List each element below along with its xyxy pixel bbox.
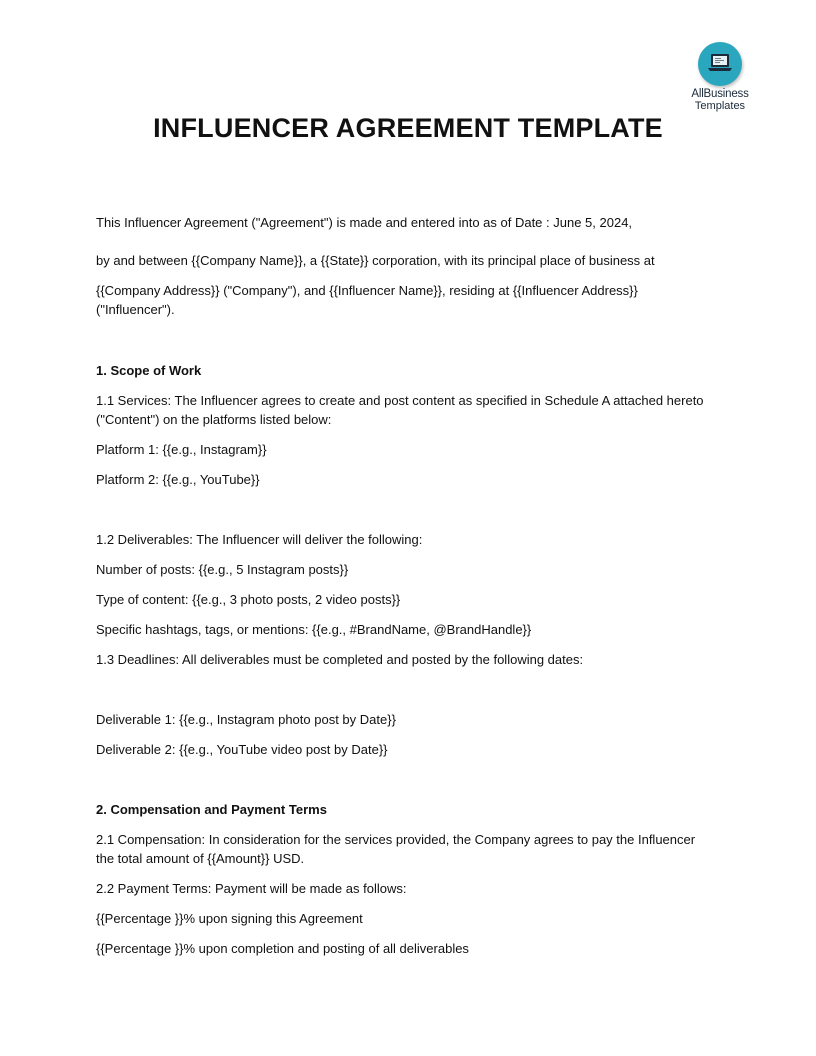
platform-2: Platform 2: {{e.g., YouTube}}: [96, 472, 260, 487]
section-2-heading: 2. Compensation and Payment Terms: [96, 802, 327, 817]
section-1-heading: 1. Scope of Work: [96, 363, 202, 378]
payment-terms-clause: 2.2 Payment Terms: Payment will be made as follows:: [96, 881, 407, 896]
deliverables-clause: 1.2 Deliverables: The Influencer will deliver the following:: [96, 532, 423, 547]
services-clause-line1: 1.1 Services: The Influencer agrees to create and post content as specified in Schedule A attached hereto: [96, 393, 704, 408]
deliverable-2: Deliverable 2: {{e.g., YouTube video post by Date}}: [96, 742, 388, 757]
platform-1: Platform 1: {{e.g., Instagram}}: [96, 442, 267, 457]
logo-text-line1: AllBusiness: [691, 88, 749, 100]
number-of-posts: Number of posts: {{e.g., 5 Instagram posts}}: [96, 562, 349, 577]
compensation-clause-line1: 2.1 Compensation: In consideration for the services provided, the Company agrees to pay the Influencer: [96, 832, 696, 847]
intro-paragraph-1: This Influencer Agreement ("Agreement") is made and entered into as of Date : June 5, 2024,: [96, 215, 633, 230]
payment-item-2: {{Percentage }}% upon completion and posting of all deliverables: [96, 941, 469, 956]
document-title: INFLUENCER AGREEMENT TEMPLATE: [153, 113, 663, 143]
compensation-clause-line2: the total amount of {{Amount}} USD.: [96, 851, 305, 866]
services-clause-line2: ("Content") on the platforms listed below:: [96, 412, 332, 427]
deliverable-1: Deliverable 1: {{e.g., Instagram photo post by Date}}: [96, 712, 396, 727]
logo-text-line2: Templates: [694, 100, 746, 112]
intro-paragraph-3-line1: {{Company Address}} ("Company"), and {{Influencer Name}}, residing at {{Influencer Address}}: [96, 283, 638, 298]
intro-paragraph-2: by and between {{Company Name}}, a {{State}} corporation, with its principal place of business at: [96, 253, 655, 268]
allbusiness-templates-logo: [684, 42, 756, 112]
laptop-icon: [698, 42, 742, 86]
payment-item-1: {{Percentage }}% upon signing this Agreement: [96, 911, 363, 926]
hashtags-mentions: Specific hashtags, tags, or mentions: {{e.g., #BrandName, @BrandHandle}}: [96, 622, 532, 637]
deadlines-clause: 1.3 Deadlines: All deliverables must be completed and posted by the following dates:: [96, 652, 584, 667]
type-of-content: Type of content: {{e.g., 3 photo posts, 2 video posts}}: [96, 592, 401, 607]
intro-paragraph-3-line2: ("Influencer").: [96, 302, 175, 317]
